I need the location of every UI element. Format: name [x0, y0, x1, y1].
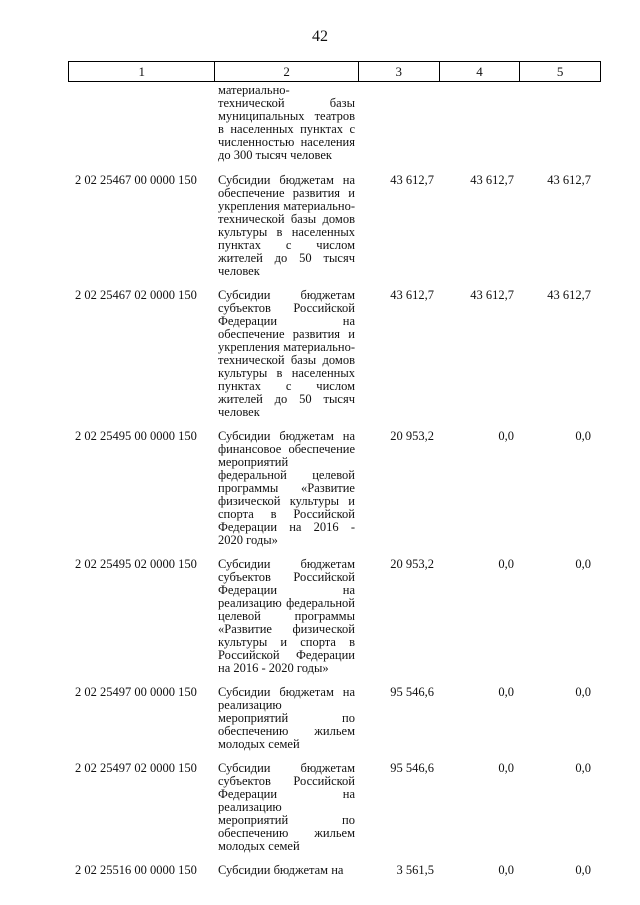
row-description: материально-технической базы муниципальных театров в населенных пунктах с численностью населения до 300 тысяч человек	[218, 83, 355, 162]
header-col-5: 5	[520, 62, 601, 81]
row-value-col3: 95 546,6	[390, 685, 434, 699]
row-value-col5: 0,0	[575, 863, 591, 877]
row-value-col3: 95 546,6	[390, 761, 434, 775]
header-col-2: 2	[215, 62, 358, 81]
row-value-col4: 43 612,7	[470, 173, 514, 187]
table-row	[68, 864, 601, 877]
header-col-1: 1	[69, 62, 215, 81]
row-value-col3: 20 953,2	[390, 557, 434, 571]
row-code: 2 02 25495 02 0000 150	[75, 557, 197, 571]
row-description: Субсидии бюджетам на реализацию мероприятий по обеспечению жильем молодых семей	[218, 685, 355, 751]
table-row	[68, 558, 601, 675]
table-header	[68, 61, 601, 82]
row-description: Субсидии бюджетам субъектов Российской Федерации на реализацию федеральной целевой программы «Развитие физической культуры и спорта в Российской Федерации на 2016 - 2020 годы»	[218, 557, 355, 675]
row-value-col3: 43 612,7	[390, 173, 434, 187]
row-value-col5: 0,0	[575, 761, 591, 775]
row-code: 2 02 25467 02 0000 150	[75, 288, 197, 302]
row-description: Субсидии бюджетам на обеспечение развития и укрепления материально-технической базы домов культуры в населенных пунктах с числом жителей до 50 тысяч человек	[218, 173, 355, 278]
row-code: 2 02 25497 02 0000 150	[75, 761, 197, 775]
row-value-col3: 20 953,2	[390, 429, 434, 443]
row-value-col5: 0,0	[575, 429, 591, 443]
table-body	[68, 84, 601, 877]
row-description: Субсидии бюджетам субъектов Российской Федерации на реализацию мероприятий по обеспечению жильем молодых семей	[218, 761, 355, 853]
header-col-3: 3	[359, 62, 440, 81]
budget-table	[68, 61, 601, 888]
row-value-col5: 43 612,7	[547, 288, 591, 302]
row-value-col4: 0,0	[498, 863, 514, 877]
row-value-col3: 3 561,5	[396, 863, 434, 877]
row-value-col5: 0,0	[575, 685, 591, 699]
row-value-col4: 0,0	[498, 429, 514, 443]
table-row	[68, 289, 601, 419]
table-row	[68, 174, 601, 278]
page-number: 42	[312, 28, 328, 45]
row-code: 2 02 25467 00 0000 150	[75, 173, 197, 187]
row-code: 2 02 25516 00 0000 150	[75, 863, 197, 877]
row-code: 2 02 25497 00 0000 150	[75, 685, 197, 699]
table-row	[68, 430, 601, 547]
row-value-col5: 0,0	[575, 557, 591, 571]
row-code	[68, 84, 214, 162]
row-value-col3: 43 612,7	[390, 288, 434, 302]
table-row-continuation	[68, 84, 601, 162]
row-value-col4: 0,0	[498, 557, 514, 571]
table-row	[68, 686, 601, 751]
table-row	[68, 762, 601, 853]
row-description: Субсидии бюджетам субъектов Российской Федерации на обеспечение развития и укрепления материально-технической базы домов культуры в населенных пунктах с числом жителей до 50 тысяч человек	[218, 288, 355, 419]
header-col-4: 4	[440, 62, 521, 81]
row-description: Субсидии бюджетам на	[218, 863, 344, 877]
row-description: Субсидии бюджетам на финансовое обеспечение мероприятий федеральной целевой программы «Развитие физической культуры и спорта в Российской Федерации на 2016 - 2020 годы»	[218, 429, 355, 547]
row-code: 2 02 25495 00 0000 150	[75, 429, 197, 443]
row-value-col4: 0,0	[498, 685, 514, 699]
row-value-col4: 43 612,7	[470, 288, 514, 302]
row-value-col5: 43 612,7	[547, 173, 591, 187]
row-value-col4: 0,0	[498, 761, 514, 775]
